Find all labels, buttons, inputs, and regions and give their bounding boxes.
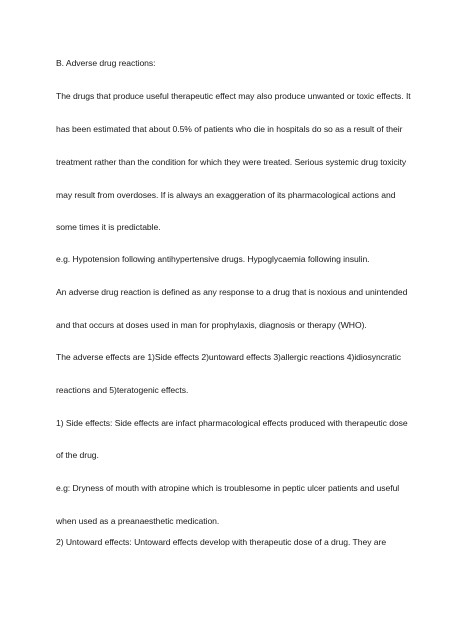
paragraph-line: The adverse effects are 1)Side effects 2)untoward effects 3)allergic reactions 4)idiosyncratic xyxy=(56,352,401,362)
example-line: e.g: Dryness of mouth with atropine which is troublesome in peptic ulcer patients and useful xyxy=(56,483,400,493)
paragraph-line: An adverse drug reaction is defined as any response to a drug that is noxious and unintended xyxy=(56,287,408,297)
paragraph-line: may result from overdoses. If is always an exaggeration of its pharmacological actions and xyxy=(56,190,396,200)
paragraph-line: and that occurs at doses used in man for prophylaxis, diagnosis or therapy (WHO). xyxy=(56,320,367,330)
paragraph-line: The drugs that produce useful therapeutic effect may also produce unwanted or toxic effects. It xyxy=(56,91,411,101)
paragraph-line: of the drug. xyxy=(56,450,99,460)
example-line: e.g. Hypotension following antihypertensive drugs. Hypoglycaemia following insulin. xyxy=(56,254,370,264)
paragraph-line: treatment rather than the condition for which they were treated. Serious systemic drug toxicity xyxy=(56,157,407,167)
paragraph-line: has been estimated that about 0.5% of patients who die in hospitals do so as a result of their xyxy=(56,124,403,134)
paragraph-line: some times it is predictable. xyxy=(56,222,161,232)
paragraph-line: 1) Side effects: Side effects are infact pharmacological effects produced with therapeutic dose xyxy=(56,418,408,428)
section-heading: B. Adverse drug reactions: xyxy=(56,58,156,68)
paragraph-line: reactions and 5)teratogenic effects. xyxy=(56,385,189,395)
paragraph-line: 2) Untoward effects: Untoward effects develop with therapeutic dose of a drug. They are xyxy=(56,537,387,547)
paragraph-line: when used as a preanaesthetic medication. xyxy=(56,516,220,526)
